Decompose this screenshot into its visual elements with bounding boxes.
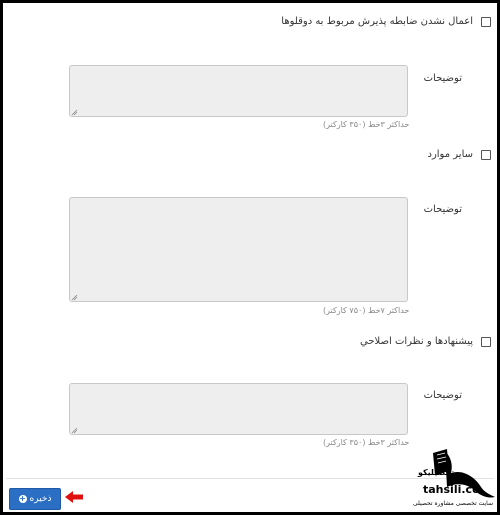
section-suggestions (360, 336, 491, 347)
section-label: ساير موارد (427, 149, 473, 160)
resize-grip-icon[interactable] (71, 109, 78, 116)
char-limit-hint: حداکثر ۳خط (۳۵۰ کارکتر) (323, 438, 410, 447)
resize-grip-icon[interactable] (71, 427, 78, 434)
checkbox-other-items[interactable] (481, 150, 491, 160)
description-textarea-1[interactable] (69, 65, 408, 117)
red-arrow-icon (65, 491, 83, 503)
plus-circle-icon: + (19, 494, 26, 503)
section-other-items (428, 149, 492, 160)
section-label: پيشنهادها و نظرات اصلاحي (360, 336, 473, 347)
watermark-brand-fa: تحصیلیکو (418, 468, 455, 477)
char-limit-hint: حداکثر ۷خط (۷۵۰ کارکتر) (323, 306, 410, 315)
watermark-tagline: سایت تخصصی مشاوره تحصیلی (413, 500, 493, 507)
description-textarea-2[interactable] (69, 197, 408, 302)
resize-grip-icon[interactable] (71, 294, 78, 301)
section-twins-admission (281, 16, 491, 27)
char-limit-hint: حداکثر ۳خط (۳۵۰ کارکتر) (323, 120, 410, 129)
save-button-label: ذخیره (29, 494, 52, 504)
description-textarea-3[interactable] (69, 383, 408, 435)
section-label: اعمال نشدن ضابطه پذيرش مربوط به دوقلوها (281, 16, 473, 27)
field-label: توضیحات (423, 390, 462, 401)
save-button[interactable] (9, 488, 61, 510)
field-label: توضیحات (423, 204, 462, 215)
field-label: توضیحات (423, 73, 462, 84)
checkbox-suggestions[interactable] (481, 337, 491, 347)
watermark-brand-en: tahsili.co (423, 483, 480, 496)
checkbox-twins-admission[interactable] (481, 17, 491, 27)
